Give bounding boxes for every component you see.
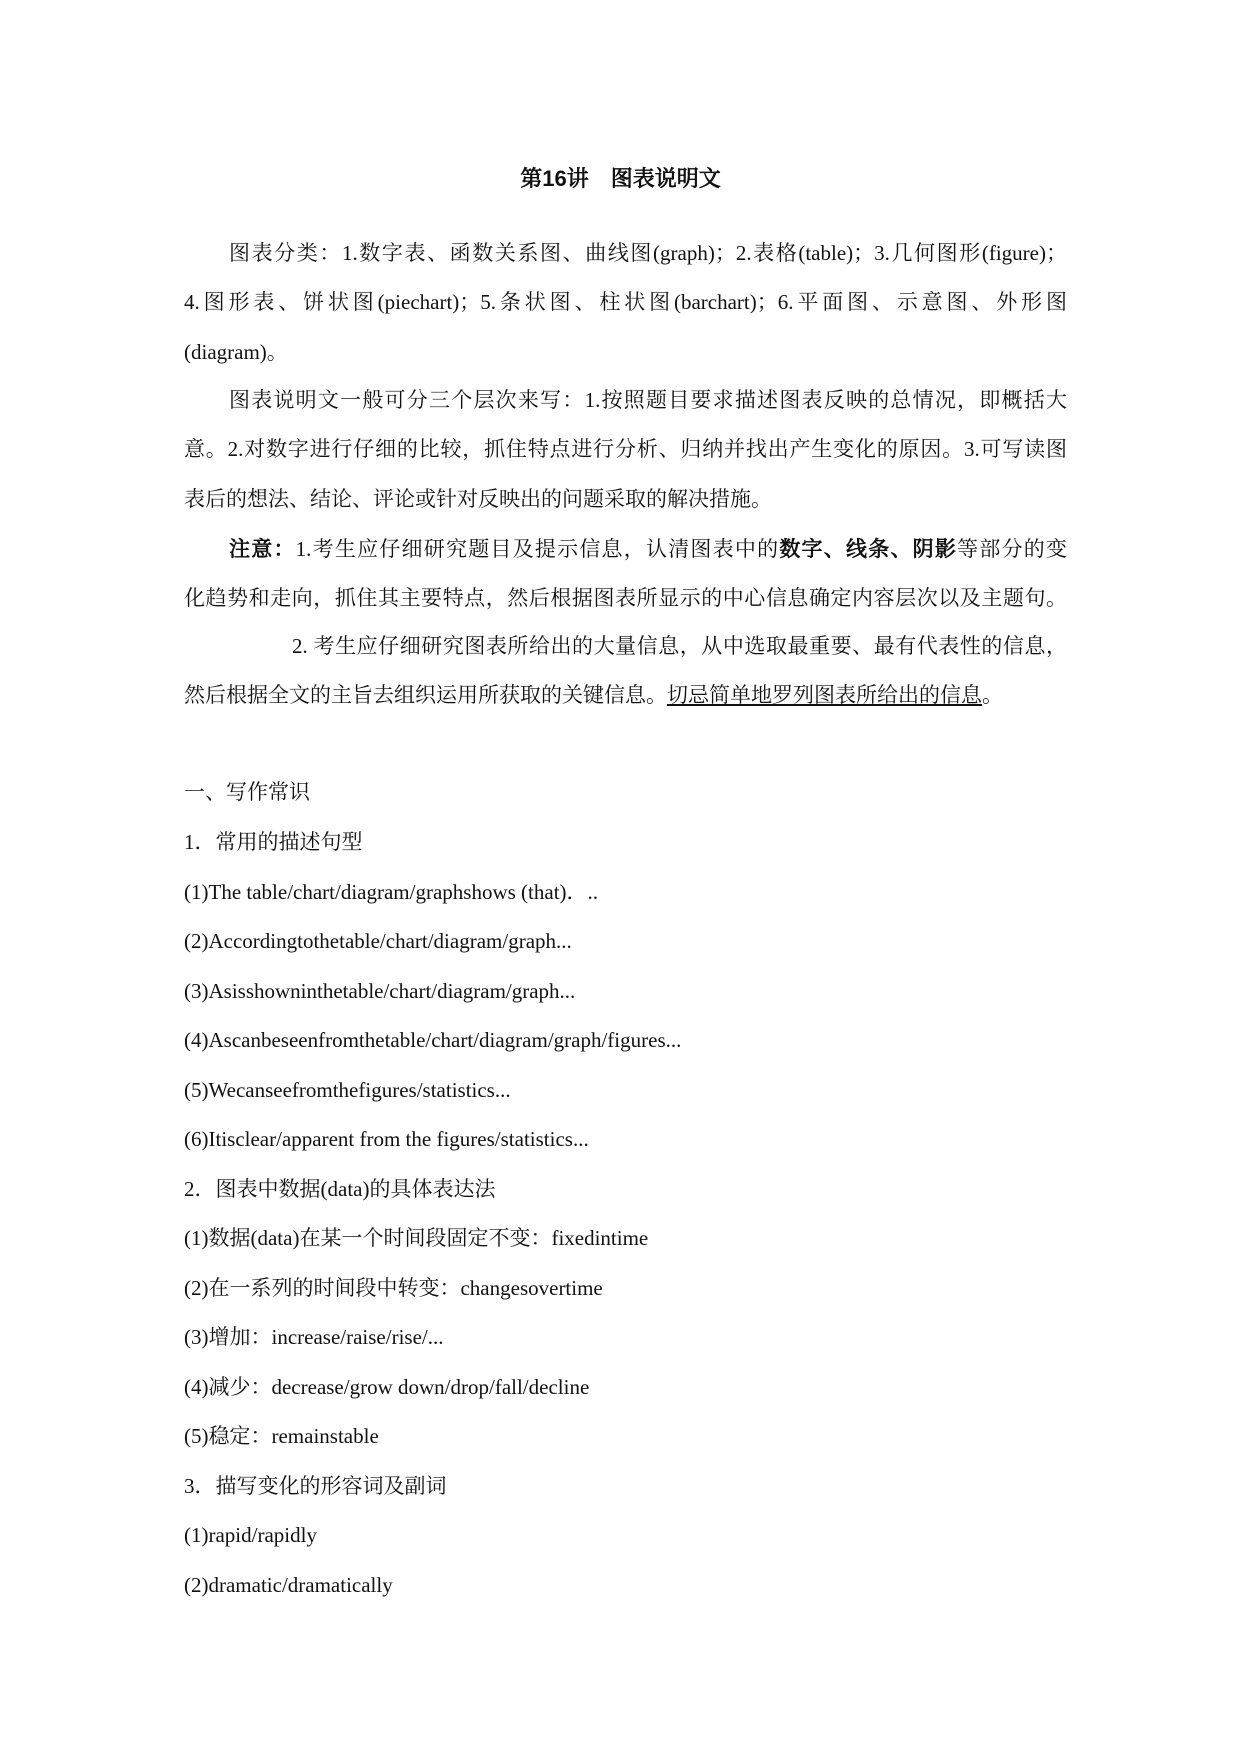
list-item: (1)rapid/rapidly xyxy=(184,1523,317,1547)
list-item: (3)增加：increase/raise/rise/... xyxy=(184,1325,444,1349)
note-text: 1.考生应仔细研究题目及提示信息，认清图表中的 xyxy=(295,537,780,561)
list-item: (1)数据(data)在某一个时间段固定不变：fixedintime xyxy=(184,1226,649,1250)
note-emphasis: 数字、线条、阴影 xyxy=(779,538,958,561)
list-item: 2．图表中数据(data)的具体表达法 xyxy=(184,1176,496,1201)
intro-p1-line1: 图表分类：1.数字表、函数关系图、曲线图(graph)；2.表格(table)；3.几何图形(figure)； xyxy=(229,241,1067,265)
list-item: (2)在一系列的时间段中转变：changesovertime xyxy=(184,1275,603,1300)
list-item: 3．描写变化的形容词及副词 xyxy=(184,1473,447,1498)
intro-p2-line3: 表后的想法、结论、评论或针对反映出的问题采取的解决措施。 xyxy=(184,487,772,511)
section-heading: 一、写作常识 xyxy=(184,781,310,804)
list-item: (1)The table/chart/diagram/graphshows (that)．.. xyxy=(184,879,599,904)
page-title: 第16讲 图表说明文 xyxy=(520,166,721,191)
list-item: (6)Itisclear/apparent from the figures/statistics... xyxy=(184,1127,589,1151)
list-item: (5)Wecanseefromthefigures/statistics... xyxy=(184,1077,511,1102)
list-item: (5)稳定：remainstable xyxy=(184,1424,379,1448)
note-label: 注意： xyxy=(229,538,296,561)
note-underlined: 切忌简单地罗列图表所给出的信息 xyxy=(667,683,982,707)
note-line1 xyxy=(229,534,1067,564)
list-item: 1．常用的描述句型 xyxy=(184,830,363,854)
list-item: (4)减少：decrease/grow down/drop/fall/decline xyxy=(184,1374,590,1399)
intro-p2-line2: 意。2.对数字进行仔细的比较，抓住特点进行分析、归纳并找出产生变化的原因。3.可写读图 xyxy=(184,437,1067,461)
intro-p1-line3: (diagram)。 xyxy=(184,340,288,364)
note-text: 然后根据全文的主旨去组织运用所获取的关键信息。 xyxy=(184,683,667,707)
note-text: 。 xyxy=(982,683,1003,707)
note-line4 xyxy=(184,680,1067,710)
list-item: (4)Ascanbeseenfromthetable/chart/diagram/graph/figures... xyxy=(184,1028,682,1052)
note-line3: 2. 考生应仔细研究图表所给出的大量信息，从中选取最重要、最有代表性的信息， xyxy=(292,634,1067,658)
intro-p1-line2: 4.图形表、饼状图(piechart)；5.条状图、柱状图(barchart)；6.平面图、示意图、外形图 xyxy=(184,290,1067,314)
intro-p2-line1: 图表说明文一般可分三个层次来写：1.按照题目要求描述图表反映的总情况，即概括大 xyxy=(229,388,1067,412)
list-item: (3)Asisshowninthetable/chart/diagram/graph... xyxy=(184,978,576,1003)
list-item: (2)dramatic/dramatically xyxy=(184,1572,393,1597)
list-item: (2)Accordingtothetable/chart/diagram/graph... xyxy=(184,929,572,953)
note-line2: 化趋势和走向，抓住其主要特点，然后根据图表所显示的中心信息确定内容层次以及主题句。 xyxy=(184,586,1067,610)
note-text: 等部分的变 xyxy=(957,537,1068,561)
